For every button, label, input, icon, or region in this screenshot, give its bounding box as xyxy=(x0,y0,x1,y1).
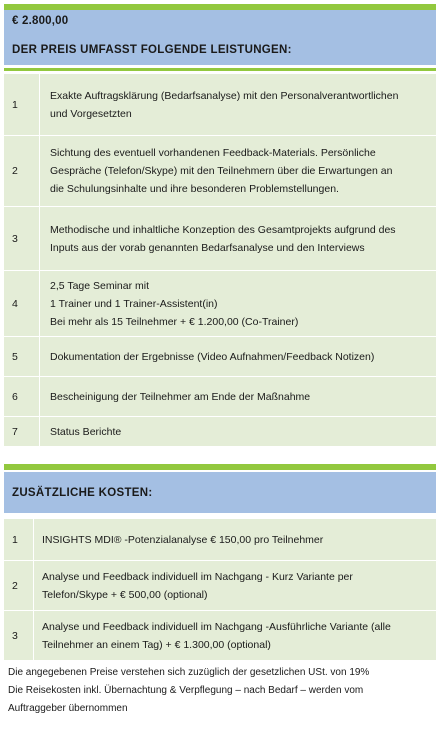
row-number: 1 xyxy=(4,519,34,560)
price-amount: € 2.800,00 xyxy=(12,15,69,27)
table-row xyxy=(4,336,436,376)
row-text-line: Inputs aus der vorab genannten Bedarfsanalyse und den Interviews xyxy=(50,241,365,254)
row-text-line: Dokumentation der Ergebnisse (Video Aufnahmen/Feedback Notizen) xyxy=(50,350,375,363)
footnote-line: Die angegebenen Preise verstehen sich zuzüglich der gesetzlichen USt. von 19% xyxy=(8,667,370,678)
row-text-line: Bei mehr als 15 Teilnehmer + € 1.200,00 (Co-Trainer) xyxy=(50,315,299,328)
table-row xyxy=(4,416,436,446)
row-number: 1 xyxy=(4,74,40,135)
extra-costs-header xyxy=(4,472,436,514)
table-row xyxy=(4,610,436,660)
middle-accent-bar xyxy=(4,464,436,470)
table-row xyxy=(4,206,436,270)
row-number: 5 xyxy=(4,337,40,376)
row-number: 4 xyxy=(4,271,40,336)
header-separator xyxy=(4,68,436,71)
row-text-line: Analyse und Feedback individuell im Nachgang -Ausführliche Variante (alle xyxy=(42,620,391,633)
row-text-line: Teilnehmer an einem Tag) + € 1.300,00 (optional) xyxy=(42,638,271,651)
row-text-line: Sichtung des eventuell vorhandenen Feedback-Materials. Persönliche xyxy=(50,147,376,159)
row-text xyxy=(40,74,430,135)
row-text-line: INSIGHTS MDI® -Potenzialanalyse € 150,00 pro Teilnehmer xyxy=(42,533,324,546)
row-text-line: Status Berichte xyxy=(50,425,122,438)
table-row xyxy=(4,135,436,206)
row-text xyxy=(40,271,430,336)
row-number: 7 xyxy=(4,417,40,446)
row-number: 2 xyxy=(4,136,40,206)
extra-costs-title: ZUSÄTZLICHE KOSTEN: xyxy=(12,487,153,499)
row-text-line: Bescheinigung der Teilnehmer am Ende der Maßnahme xyxy=(50,390,311,403)
row-text xyxy=(40,136,430,206)
row-text-line: 1 Trainer und 1 Trainer-Assistent(in) xyxy=(50,297,218,310)
table-row xyxy=(4,73,436,135)
row-text-line: Methodische und inhaltliche Konzeption des Gesamtprojekts aufgrund des xyxy=(50,223,396,236)
table-row xyxy=(4,560,436,610)
row-text xyxy=(40,417,430,446)
row-text-line: 2,5 Tage Seminar mit xyxy=(50,279,150,292)
row-number: 6 xyxy=(4,377,40,416)
row-text xyxy=(34,519,430,560)
price-header xyxy=(4,10,436,66)
table-row xyxy=(4,270,436,336)
footnotes xyxy=(8,664,428,718)
row-text-line: und Vorgesetzten xyxy=(50,107,132,120)
table-row xyxy=(4,518,436,560)
row-text xyxy=(34,561,430,610)
row-number: 2 xyxy=(4,561,34,610)
row-text xyxy=(34,611,430,660)
row-text xyxy=(40,207,430,270)
table-row xyxy=(4,376,436,416)
row-text xyxy=(40,337,430,376)
row-number: 3 xyxy=(4,611,34,660)
row-text-line: die Schulungsinhalte und ihre besonderen Problemstellungen. xyxy=(50,183,339,195)
row-text-line: Exakte Auftragsklärung (Bedarfsanalyse) mit den Personalverantwortlichen xyxy=(50,89,399,102)
row-text-line: Analyse und Feedback individuell im Nachgang - Kurz Variante per xyxy=(42,570,353,583)
footnote-line: Auftraggeber übernommen xyxy=(8,703,128,714)
price-section-title: DER PREIS UMFASST FOLGENDE LEISTUNGEN: xyxy=(12,44,292,56)
row-text xyxy=(40,377,430,416)
row-text-line: Gespräche (Telefon/Skype) mit den Teilnehmern über die Erwartungen an xyxy=(50,165,393,177)
row-text-line: Telefon/Skype + € 500,00 (optional) xyxy=(42,588,208,601)
row-number: 3 xyxy=(4,207,40,270)
footnote-line: Die Reisekosten inkl. Übernachtung & Verpflegung – nach Bedarf – werden vom xyxy=(8,685,364,696)
